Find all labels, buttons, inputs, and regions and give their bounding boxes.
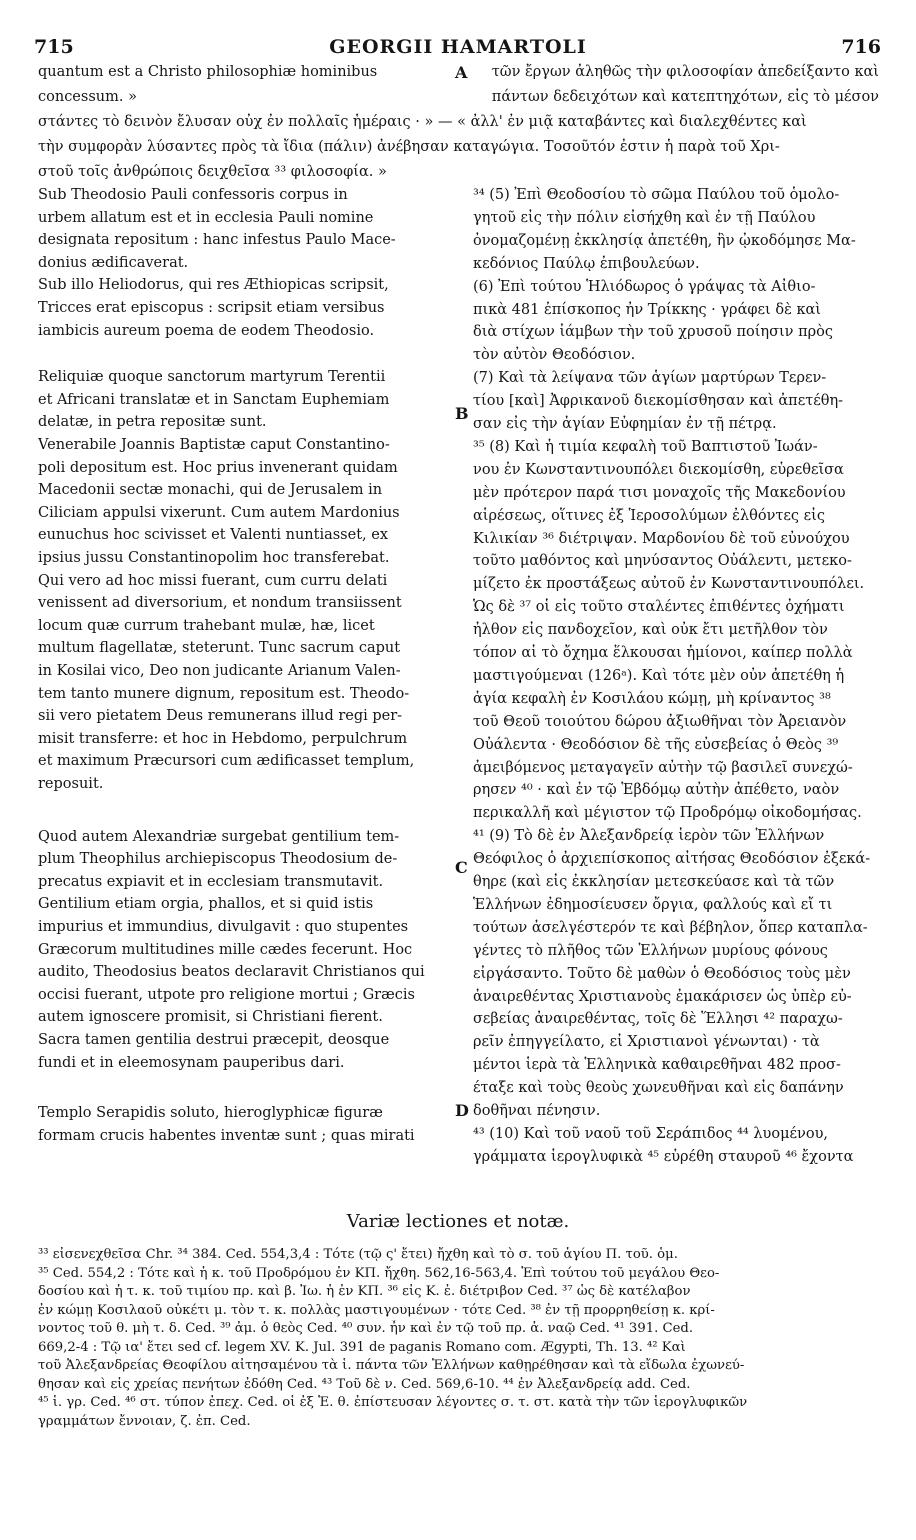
margin-marker: C (455, 858, 468, 877)
footnote-line: ³³ εἰσενεχθεῖσα Chr. ³⁴ 384. Ced. 554,3,4 : Τότε (τῷ ς' ἔτει) ἤχθη καὶ τὸ σ. τοῦ ἁγίου Π. τοῦ. ὁμ. (38, 1247, 678, 1262)
greek-line: ἁγία κεφαλὴ ἐν Κοσιλάου κώμῃ, μὴ κρίναντος ³⁸ (473, 690, 831, 707)
latin-line: Tricces erat episcopus : scripsit etiam versibus (38, 300, 385, 316)
greek-line: Θεόφιλος ὁ ἀρχιεπίσκοπος αἰτήσας Θεοδόσιον ἐξεκά- (473, 851, 871, 868)
greek-line: γράμματα ἱερογλυφικὰ ⁴⁵ εὑρέθη σταυροῦ ⁴⁶ ἔχοντα (473, 1148, 854, 1165)
greek-line: τὸν αὐτὸν Θεοδόσιον. (473, 347, 636, 364)
footnote-line: ³⁵ Ced. 554,2 : Τότε καὶ ἡ κ. τοῦ Προδρόμου ἐν ΚΠ. ἤχθη. 562,16-563,4. Ἐπὶ τούτου τοῦ μεγάλου Θεο- (38, 1265, 720, 1281)
greek-line: περικαλλῆ καὶ μέγιστον τῷ Προδρόμῳ οἰκοδομήσας. (473, 805, 862, 822)
latin-line: multum flagellatæ, steterunt. Tunc sacrum caput (38, 640, 401, 657)
greek-line: ἦλθον εἰς πανδοχεῖον, καὶ οὐκ ἔτι μετῆλθον τὸν (473, 622, 828, 639)
latin-line: Sub Theodosio Pauli confessoris corpus in (38, 187, 348, 203)
latin-line: Reliquiæ quoque sanctorum martyrum Terentii (38, 369, 386, 386)
greek-line: (7) Καὶ τὰ λείψανα τῶν ἁγίων μαρτύρων Τερεν- (473, 370, 827, 387)
latin-line: iambicis aureum poema de eodem Theodosio. (38, 322, 375, 339)
footnote-line: δοσίου καὶ ἡ τ. κ. τοῦ τιμίου πρ. καὶ β. Ἰω. ἡ ἐν ΚΠ. ³⁶ εἰς Κ. ἐ. διέτριβον Ced. ³⁷ ὡς δὲ κατέλαβον (38, 1284, 691, 1299)
greek-line: Ὡς δὲ ³⁷ οἱ εἰς τοῦτο σταλέντες ἐπιθέντες ὀχήματι (473, 599, 845, 616)
page-number-right: 716 (841, 36, 881, 58)
top-greek-line: τῶν ἔργων ἀληθῶς τὴν φιλοσοφίαν ἀπεδείξαντο καὶ (491, 64, 879, 80)
greek-line: Ἑλλήνων ἐδημοσίευσεν ὄργια, φαλλούς καὶ εἴ τι (473, 896, 833, 913)
greek-line: (6) Ἐπὶ τούτου Ἡλιόδωρος ὁ γράψας τὰ Αἰθιο- (473, 278, 816, 295)
greek-line: τόπον αἱ τὸ ὄχημα ἕλκουσαι ἡμίονοι, καίπερ πολλὰ (473, 645, 853, 661)
greek-line: ὀνομαζομένῃ ἐκκλησίᾳ ἀπετέθη, ἣν ᾠκοδόμησε Μα- (473, 232, 856, 249)
greek-line: ³⁵ (8) Καὶ ἡ τιμία κεφαλὴ τοῦ Βαπτιστοῦ Ἰωάν- (473, 438, 818, 455)
latin-line: designata repositum : hanc infestus Paulo Mace- (38, 232, 396, 249)
footnote-line: γραμμάτων ἔννοιαν, ζ. ἐπ. Ced. (38, 1413, 251, 1429)
greek-line: ἀναιρεθέντας Χριστιανοὺς ἐμακάρισεν ὡς ὑπὲρ εὐ- (473, 988, 852, 1005)
latin-line: Sub illo Heliodorus, qui res Æthiopicas scripsit, (38, 277, 389, 294)
margin-marker: D (455, 1101, 469, 1120)
latin-line: in Kosilai vico, Deo non judicante Arianum Valen- (38, 663, 401, 679)
margin-marker: A (455, 63, 468, 82)
latin-line: Macedonii sectæ monachi, qui de Jerusalem in (38, 482, 383, 499)
latin-line: fundi et in eleemosynam pauperibus dari. (38, 1054, 345, 1071)
greek-line: κεδόνιος Παύλῳ ἐπιβουλεύων. (473, 255, 700, 272)
latin-line: Qui vero ad hoc missi fuerant, cum curru delati (38, 572, 388, 589)
latin-line: Quod autem Alexandriæ surgebat gentilium tem- (38, 828, 400, 845)
footnote-line: θησαν καὶ εἰς χρείας πενήτων ἐδόθη Ced. ⁴³ Τοῦ δὲ ν. Ced. 569,6-10. ⁴⁴ ἐν Ἀλεξανδρείᾳ add. Ced. (38, 1376, 691, 1392)
footnote-line: τοῦ Ἀλεξανδρείας Θεοφίλου αἰτησαμένου τὰ ἱ. πάντα τῶν Ἑλλήνων καθῃρέθησαν καὶ τὰ εἴδωλα ἐχωνεύ- (38, 1358, 745, 1373)
latin-line: poli depositum est. Hoc prius invenerant quidam (38, 459, 398, 476)
greek-line: τίου [καὶ] Ἀφρικανοῦ διεκομίσθησαν καὶ ἀπετέθη- (473, 393, 844, 410)
top-line: τὴν συμφορὰν λύσαντες πρὸς τὰ ἴδια (πάλιν) ἀνέβησαν καταγώγια. Τοσοῦτόν ἐστιν ἡ παρὰ τοῦ Χρι- (38, 139, 780, 155)
greek-line: μέντοι ἱερὰ τὰ Ἑλληνικὰ καθαιρεθῆναι 482 προσ- (473, 1057, 841, 1074)
top-line: στάντες τὸ δεινὸν ἔλυσαν οὐχ ἐν πολλαῖς ἡμέραις · » — « ἀλλ' ἐν μιᾷ καταβάντες καὶ διαλεχθέντες καὶ (38, 114, 807, 130)
latin-line: plum Theophilus archiepiscopus Theodosium de- (38, 851, 398, 868)
margin-marker: B (455, 404, 469, 423)
footnote-line: ἐν κώμῃ Κοσιλαοῦ οὐκέτι μ. τὸν τ. κ. πολλὰς μαστιγουμένων · τότε Ced. ³⁸ ἐν τῇ προρρηθείσῃ κ. κρί- (38, 1302, 715, 1318)
latin-line: ipsius jussu Constantinopolim hoc transferebat. (38, 550, 390, 566)
latin-line: venissent ad diversorium, et nondum transiissent (38, 595, 402, 612)
greek-line: τούτων ἀσελγέστερόν τε καὶ βέβηλον, ὅπερ καταπλα- (473, 919, 868, 936)
greek-line: σαν εἰς τὴν ἁγίαν Εὐφημίαν ἐν τῇ πέτρᾳ. (473, 416, 777, 432)
latin-line: misit transferre: et hoc in Hebdomo, perpulchrum (38, 730, 408, 747)
greek-line: έταξε καὶ τοὺς θεοὺς χωνευθῆναι καὶ εἰς δαπάνην (473, 1080, 844, 1097)
latin-line: impurius et immundius, divulgavit : quo stupentes (38, 919, 409, 935)
latin-line: eunuchus hoc scivisset et Valenti nuntiasset, ex (38, 527, 388, 544)
page-number-left: 715 (34, 36, 74, 58)
greek-line: πικὰ 481 ἐπίσκοπος ἦν Τρίκκης · γράφει δὲ καὶ (473, 301, 821, 318)
greek-line: ⁴¹ (9) Τὸ δὲ ἐν Ἀλεξανδρείᾳ ἱερὸν τῶν Ἑλλήνων (473, 828, 825, 845)
greek-line: σεβείας ἀναιρεθέντας, τοῖς δὲ Ἕλλησι ⁴² παραχω- (473, 1011, 843, 1028)
greek-line: ⁴³ (10) Καὶ τοῦ ναοῦ τοῦ Σεράπιδος ⁴⁴ λυομένου, (473, 1125, 828, 1142)
greek-line: γητοῦ εἰς τὴν πόλιν εἰσήχθη καὶ ἐν τῇ Παύλου (473, 209, 816, 226)
greek-line: ρεῖν ἐπηγγείλατο, εἰ Χριστιανοὶ γένωνται) · τὰ (473, 1034, 820, 1051)
greek-line: δοθῆναι πένησιν. (473, 1103, 601, 1119)
latin-line: et Africani translatæ et in Sanctam Euphemiam (38, 391, 390, 408)
latin-line: precatus expiavit et in ecclesiam transmutavit. (38, 873, 384, 890)
top-greek-line: πάντων δεδειχότων καὶ κατεπτηχότων, εἰς τὸ μέσον (491, 89, 879, 105)
latin-line: autem ignoscere promisit, si Christiani fierent. (38, 1009, 383, 1026)
top-line: concessum. » (38, 89, 137, 105)
greek-line: εἰργάσαντο. Τοῦτο δὲ μαθὼν ὁ Θεοδόσιος τοὺς μὲν (473, 965, 851, 982)
greek-line: ἀμειβόμενος μεταγαγεῖν αὐτὴν τῷ βασιλεῖ συνεχώ- (473, 759, 853, 776)
latin-line: Venerabile Joannis Baptistæ caput Constantino- (38, 437, 390, 453)
greek-line: μὲν πρότερον παρά τισι μοναχοῖς τῆς Μακεδονίου (473, 484, 846, 501)
greek-line: αἱρέσεως, οἵτινες ἐξ Ἱεροσολύμων ἐλθόντες εἰς (473, 507, 825, 524)
latin-line: formam crucis habentes inventæ sunt ; quas mirati (38, 1127, 415, 1144)
latin-line: et maximum Præcursori cum ædificasset templum, (38, 753, 415, 770)
running-title: GEORGII HAMARTOLI (329, 36, 587, 58)
footnote-line: ⁴⁵ ἱ. γρ. Ced. ⁴⁶ στ. τύπον ἐπεχ. Ced. οἱ ἐξ Ἑ. θ. ἐπίστευσαν λέγοντες σ. τ. στ. κατὰ τὴν τῶν ἱερογλυφικῶν (38, 1395, 748, 1410)
greek-line: νου ἐν Κωνσταντινουπόλει διεκομίσθη, εὑρεθεῖσα (473, 461, 844, 478)
latin-line: Ciliciam appulsi vixerunt. Cum autem Mardonius (38, 504, 400, 521)
greek-line: θηρε (καὶ εἰς ἐκκλησίαν μετεσκεύασε καὶ τὰ τῶν (473, 874, 835, 890)
greek-line: μίζετο ἐκ προστάξεως αὐτοῦ ἐν Κωνσταντινουπόλει. (473, 576, 865, 593)
latin-line: delatæ, in petra repositæ sunt. (38, 414, 267, 431)
greek-line: Οὐάλεντα · Θεοδόσιον δὲ τῆς εὐσεβείας ὁ Θεὸς ³⁹ (473, 736, 839, 753)
latin-line: audito, Theodosius beatos declaravit Christianos qui (38, 964, 425, 981)
latin-line: occisi fuerant, utpote pro religione mortui ; Græcis (38, 986, 415, 1003)
latin-line: Sacra tamen gentilia destrui præcepit, deosque (38, 1032, 390, 1048)
latin-line: donius ædificaverat. (38, 254, 189, 271)
greek-line: τοῦ Θεοῦ τοιούτου δώρου ἀξιωθῆναι τὸν Ἀρειανὸν (473, 713, 847, 730)
latin-line: tem tanto munere dignum, repositum est. Theodo- (38, 685, 410, 702)
greek-line: διὰ στίχων ἰάμβων τὴν τοῦ χρυσοῦ ποίησιν πρὸς (473, 324, 834, 341)
greek-line: ³⁴ (5) Ἐπὶ Θεοδοσίου τὸ σῶμα Παύλου τοῦ ὁμολο- (473, 187, 840, 203)
latin-line: locum quæ currum trahebant mulæ, hæ, licet (38, 617, 375, 634)
greek-line: μαστιγούμεναι (126ᵃ). Καὶ τότε μὲν οὖν ἀπετέθη ἡ (473, 667, 845, 684)
latin-line: sii vero pietatem Deus remunerans illud regi per- (38, 708, 403, 725)
footnote-line: νοντος τοῦ θ. μὴ τ. δ. Ced. ³⁹ ἀμ. ὁ θεὸς Ced. ⁴⁰ συν. ἦν καὶ ἐν τῷ τοῦ πρ. ἁ. ναῷ Ced. ⁴¹ 391. Ced. (38, 1321, 694, 1336)
greek-line: γέντες τὸ πλῆθος τῶν Ἑλλήνων μυρίους φόνους (473, 942, 828, 959)
latin-line: reposuit. (38, 776, 104, 792)
latin-line: Græcorum multitudines mille cædes fecerunt. Hoc (38, 941, 413, 958)
variae-title: Variæ lectiones et notæ. (346, 1211, 570, 1232)
latin-line: Gentilium etiam orgia, phallos, et si quid istis (38, 896, 374, 913)
greek-line: τοῦτο μαθόντος καὶ μηνύσαντος Οὐάλεντι, μετεκο- (473, 553, 852, 570)
greek-line: ρησεν ⁴⁰ · καὶ ἐν τῷ Ἑβδόμῳ αὐτὴν ἀπέθετο, ναὸν (473, 782, 840, 799)
top-line: στοῦ τοῖς ἀνθρώποις δειχθεῖσα ³³ φιλοσοφία. » (38, 164, 387, 180)
top-line: quantum est a Christo philosophiæ hominibus (38, 64, 378, 80)
greek-line: Κιλικίαν ³⁶ διέτριψαν. Μαρδονίου δὲ τοῦ εὐνούχου (473, 530, 850, 547)
latin-line: Templo Serapidis soluto, hieroglyphicæ figuræ (38, 1105, 383, 1122)
footnote-line: 669,2-4 : Τῷ ια' ἔτει sed cf. legem XV. K. Jul. 391 de paganis Romano com. Ægypti, Th. 13. ⁴² Καὶ (38, 1339, 686, 1355)
latin-line: urbem allatum est et in ecclesia Pauli nomine (38, 209, 374, 226)
